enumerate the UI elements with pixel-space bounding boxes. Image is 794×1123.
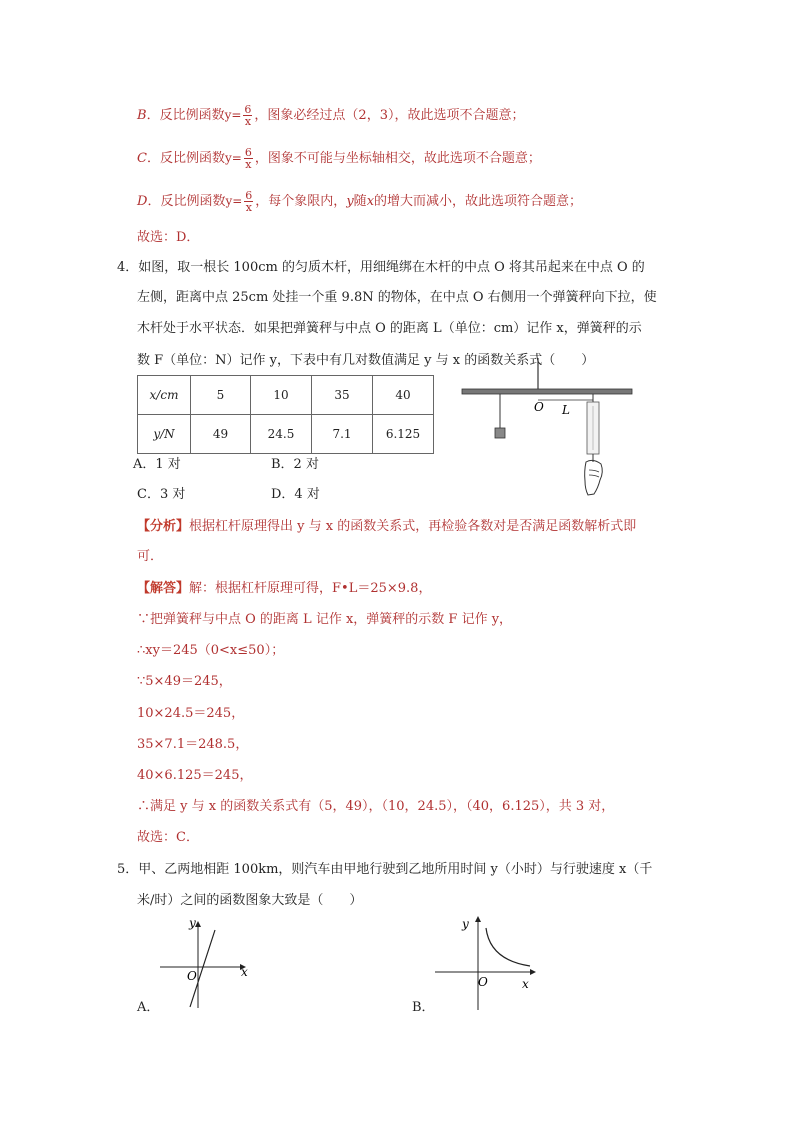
axis-x-label: x	[522, 977, 529, 991]
label-l: L	[562, 403, 570, 417]
denominator: x	[244, 115, 252, 128]
solution-b-line	[137, 104, 524, 127]
solution3-choice: 故选：D．	[137, 230, 200, 245]
option-letter: B	[137, 108, 147, 123]
origin-label: O	[187, 969, 197, 983]
text: 的增大而减小，故此选项符合题意；	[374, 194, 583, 209]
graph-a	[155, 912, 260, 1012]
text: ．反比例函数	[146, 151, 225, 166]
fraction	[244, 190, 253, 213]
analysis-tag: 【分析】	[137, 519, 190, 534]
table-row	[138, 415, 434, 454]
analysis-text: 根据杠杆原理得出 y 与 x 的函数关系式，再检验各数对是否满足函数解析式即	[189, 519, 637, 534]
axis-x-label: x	[241, 965, 248, 979]
table-cell: 49	[191, 415, 251, 454]
q4-option-c[interactable]: C．3 对	[137, 487, 186, 502]
q4-line-2: 左侧，距离中点 25cm 处挂一个重 9.8N 的物体，在中点 O 右侧用一个弹簧秤向下拉，使	[137, 290, 657, 305]
q5-line-2: 米/时）之间的函数图象大致是（ ）	[137, 893, 363, 908]
q4-option-b[interactable]: B．2 对	[271, 457, 319, 472]
q4-data-table	[137, 375, 434, 454]
denominator: x	[245, 201, 252, 214]
text: ．反比例函数	[146, 108, 225, 123]
q4-line-1: 4．如图，取一根长 100cm 的匀质木杆，用细绳绑在木杆的中点 O 将其吊起来在中点 O 的	[117, 260, 645, 275]
option-letter: C	[137, 151, 147, 166]
numerator: 6	[245, 189, 253, 202]
fraction	[244, 147, 253, 170]
q4-answer-line: ∵把弹簧秤与中点 O 的距离 L 记作 x，弹簧秤的示数 F 记作 y，	[137, 612, 513, 627]
solution-c-line	[137, 147, 541, 170]
var-y: y	[346, 194, 354, 209]
text: ，每个象限内，	[255, 194, 347, 209]
q4-answer	[137, 580, 431, 598]
q4-answer-line: ∵5×49＝245，	[137, 674, 232, 689]
table-row	[138, 376, 434, 415]
q5-option-b[interactable]: B．	[412, 1000, 435, 1015]
fraction	[243, 104, 252, 127]
numerator: 6	[244, 103, 252, 116]
table-cell: 35	[312, 376, 373, 415]
table-row-label: x/cm	[138, 376, 191, 415]
var-x: x	[366, 194, 375, 209]
text: ，图象必经过点（2，3），故此选项不合题意；	[254, 108, 525, 123]
q4-answer-line: 40×6.125＝245，	[137, 768, 253, 783]
axis-y-label: y	[462, 917, 469, 931]
q4-answer-line: ∴满足 y 与 x 的函数关系式有（5，49），（10，24.5），（40，6.125），共 3 对，	[137, 799, 615, 814]
table-cell: 40	[373, 376, 434, 415]
origin-label: O	[478, 975, 488, 989]
lever-figure	[455, 358, 645, 503]
q4-line-3: 木杆处于水平状态．如果把弹簧秤与中点 O 的距离 L（单位：cm）记作 x，弹簧秤的示	[137, 321, 642, 336]
q4-analysis-cont: 可．	[137, 549, 164, 564]
table-cell: 24.5	[251, 415, 312, 454]
option-letter: D	[137, 194, 148, 209]
function-y: y=	[225, 194, 243, 208]
q4-analysis	[137, 518, 636, 536]
function-y: y=	[224, 108, 242, 122]
q4-answer-line: ∴xy＝245（0<x≤50）；	[137, 643, 285, 658]
q4-option-d[interactable]: D．4 对	[271, 487, 320, 502]
q4-answer-line: 35×7.1＝248.5，	[137, 737, 249, 752]
q5-line-1: 5．甲、乙两地相距 100km，则汽车由甲地行驶到乙地所用时间 y（小时）与行驶速度 x（千	[117, 862, 653, 877]
table-cell: 6.125	[373, 415, 434, 454]
q4-line-4: 数 F（单位：N）记作 y，下表中有几对数值满足 y 与 x 的函数关系式（ ）	[137, 353, 595, 368]
table-row-label: y/N	[138, 415, 191, 454]
graph-b	[430, 912, 545, 1012]
label-o: O	[534, 400, 544, 414]
table-cell: 7.1	[312, 415, 373, 454]
q5-option-a[interactable]: A．	[137, 1000, 160, 1015]
text: ，图象不可能与坐标轴相交，故此选项不合题意；	[254, 151, 541, 166]
q4-answer-line: 故选：C．	[137, 830, 199, 845]
solution-d-line	[137, 190, 582, 213]
table-cell: 5	[191, 376, 251, 415]
answer-text: 解：根据杠杆原理可得，F•L＝25×9.8，	[189, 581, 432, 596]
text: 随	[353, 194, 367, 209]
table-cell: 10	[251, 376, 312, 415]
axis-y-label: y	[189, 916, 196, 930]
numerator: 6	[244, 146, 252, 159]
q4-option-a[interactable]: A．1 对	[133, 457, 181, 472]
text: ．反比例函数	[147, 194, 226, 209]
q4-answer-line: 10×24.5＝245，	[137, 706, 245, 721]
denominator: x	[245, 158, 252, 171]
answer-tag: 【解答】	[137, 581, 190, 596]
function-y: y=	[224, 151, 242, 165]
